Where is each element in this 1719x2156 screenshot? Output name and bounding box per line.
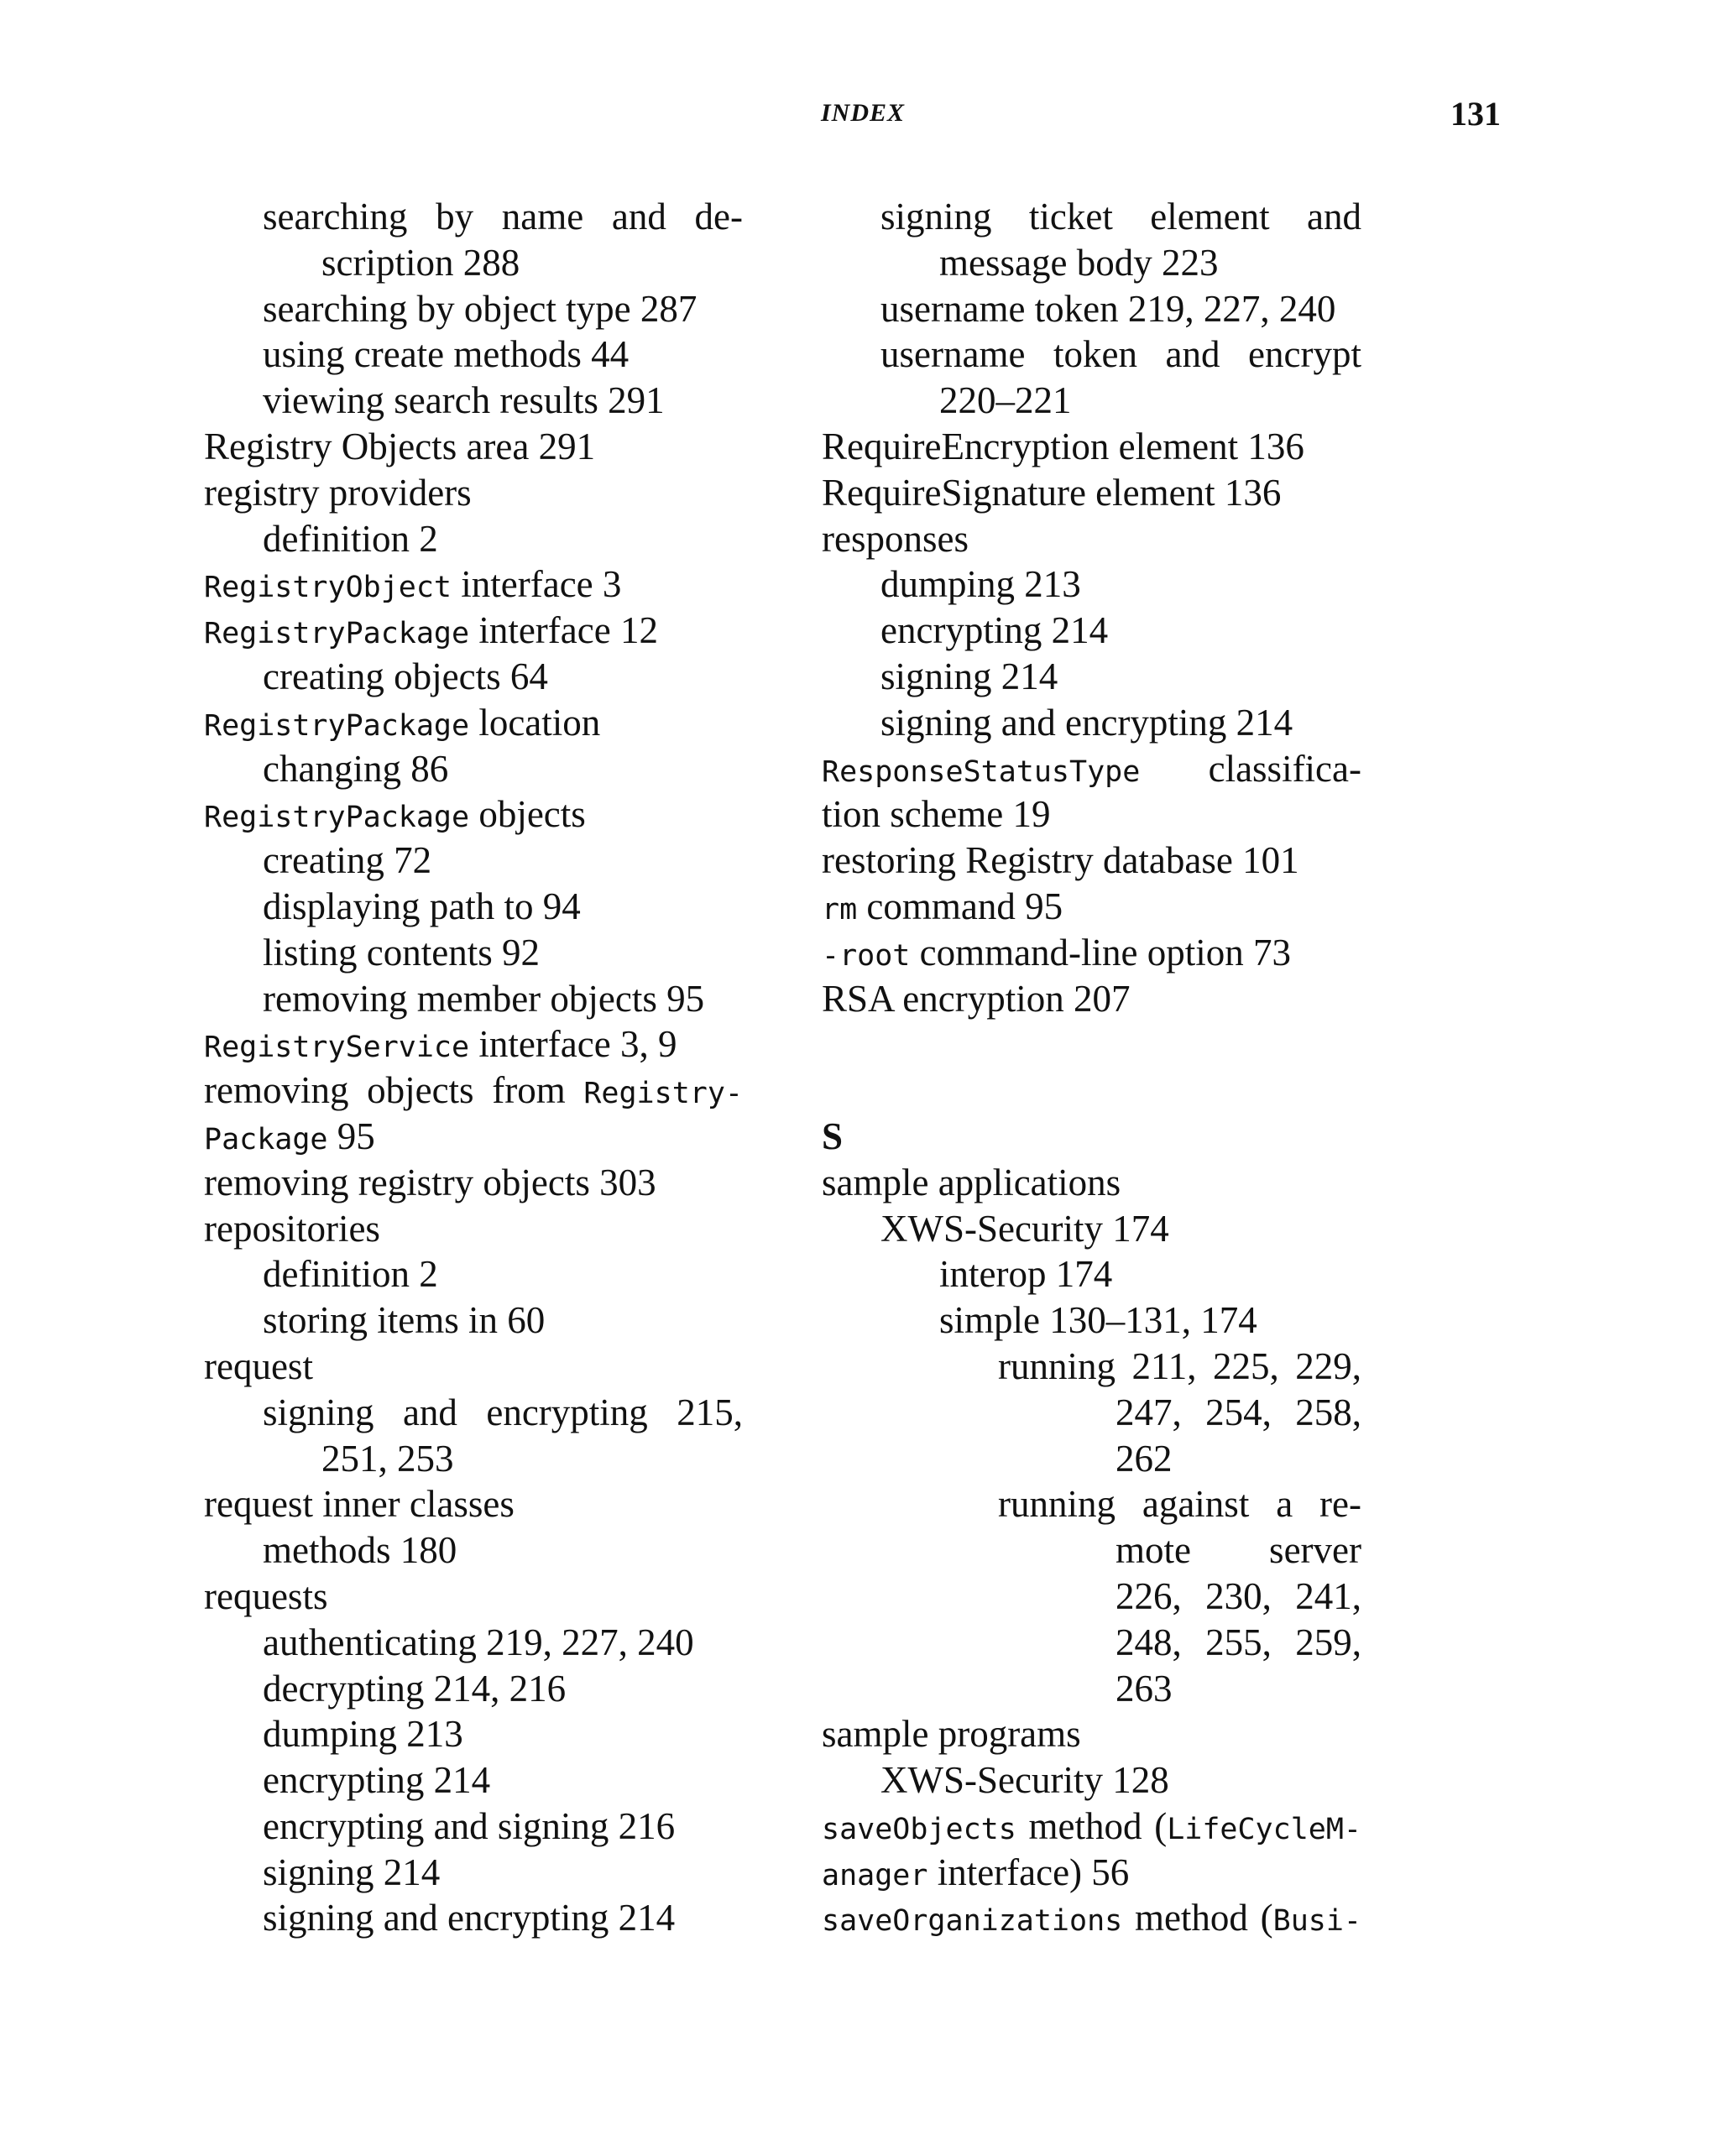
index-entry — [204, 1160, 743, 1206]
index-entry — [822, 516, 1361, 562]
index-entry — [822, 700, 1361, 746]
index-entry — [822, 1711, 1361, 1757]
index-entry — [204, 1804, 743, 1850]
index-entry — [204, 1711, 743, 1757]
entry-text: signing and encrypting 214 — [263, 1897, 676, 1939]
code-term: LifeCycleM- — [1167, 1812, 1361, 1846]
index-entry — [822, 1160, 1361, 1206]
entry-text: interface 3 — [452, 563, 622, 606]
entry-text: repositories — [204, 1207, 380, 1250]
index-entry — [822, 194, 1361, 240]
index-entry — [204, 561, 743, 608]
index-entry — [204, 1620, 743, 1666]
index-entry — [822, 1436, 1361, 1482]
entry-text: responses — [822, 517, 969, 560]
index-entry — [204, 1297, 743, 1344]
entry-text: 262 — [1116, 1437, 1173, 1480]
entry-text: 95 — [327, 1115, 375, 1157]
index-entry — [204, 1068, 743, 1114]
index-entry — [822, 378, 1361, 424]
index-entry — [204, 1436, 743, 1482]
entry-text: searching by object type 287 — [263, 287, 698, 330]
entry-text: objects — [469, 793, 586, 836]
page-number: 131 — [1450, 95, 1501, 133]
index-entry — [822, 424, 1361, 470]
index-entry — [204, 1757, 743, 1804]
index-entry — [204, 746, 743, 792]
index-entry — [822, 286, 1361, 332]
index-entry — [204, 1666, 743, 1712]
index-column-left — [204, 194, 743, 1941]
entry-text: interface) 56 — [927, 1851, 1130, 1893]
index-entry — [204, 1021, 743, 1068]
index-entry — [822, 1527, 1361, 1574]
index-entry — [204, 1390, 743, 1436]
entry-text: username token and encrypt — [880, 333, 1361, 376]
index-entry — [204, 194, 743, 240]
entry-text: interface 12 — [469, 609, 658, 652]
code-term: anager — [822, 1858, 928, 1892]
entry-text: 226, 230, 241, — [1116, 1574, 1361, 1617]
index-entry — [822, 1804, 1361, 1850]
entry-text: XWS-Security 174 — [880, 1207, 1169, 1250]
index-entry — [204, 884, 743, 930]
entry-text: definition 2 — [263, 1253, 438, 1296]
code-term: RegistryService — [204, 1031, 470, 1065]
code-term: RegistryObject — [204, 571, 452, 605]
code-term: Busi- — [1272, 1904, 1361, 1939]
index-entry — [822, 1574, 1361, 1620]
entry-text: simple 130–131, 174 — [939, 1299, 1257, 1342]
entry-text: message body 223 — [939, 241, 1219, 284]
index-entry — [204, 1114, 743, 1160]
entry-text: methods 180 — [263, 1529, 457, 1572]
index-entry — [822, 838, 1361, 884]
index-entry — [822, 240, 1361, 286]
entry-text: signing and encrypting 215, — [263, 1391, 743, 1433]
index-entry — [822, 470, 1361, 516]
index-entry — [822, 1481, 1361, 1527]
entry-text: listing contents 92 — [263, 931, 540, 974]
entry-text: 247, 254, 258, — [1116, 1391, 1361, 1433]
entry-text: 251, 253 — [321, 1437, 454, 1480]
code-term: saveObjects — [822, 1812, 1016, 1846]
entry-text: signing and encrypting 214 — [880, 701, 1293, 744]
entry-text: encrypting 214 — [880, 609, 1109, 652]
code-term: RegistryPackage — [204, 801, 470, 835]
index-entry — [822, 1390, 1361, 1436]
entry-text: searching by name and de- — [263, 196, 743, 238]
index-entry — [204, 1481, 743, 1527]
index-entry — [822, 791, 1361, 838]
entry-text: encrypting and signing 216 — [263, 1804, 676, 1847]
index-entry — [822, 1850, 1361, 1896]
index-entry — [822, 1297, 1361, 1344]
entry-text: mote server — [1116, 1529, 1361, 1572]
index-entry — [204, 654, 743, 700]
entry-text: sample programs — [822, 1713, 1081, 1756]
entry-text: signing ticket element and — [880, 196, 1361, 238]
index-entry — [204, 838, 743, 884]
entry-text: signing 214 — [263, 1851, 441, 1893]
index-entry — [204, 424, 743, 470]
entry-text: method ( — [1016, 1804, 1168, 1847]
index-entry — [204, 1251, 743, 1297]
entry-text: Registry Objects area 291 — [204, 425, 596, 467]
index-entry — [204, 470, 743, 516]
entry-text: request — [204, 1344, 313, 1387]
index-entry — [204, 1850, 743, 1896]
code-term: RegistryPackage — [204, 708, 470, 743]
entry-text: creating 72 — [263, 839, 432, 882]
index-entry — [204, 516, 743, 562]
entry-text: removing member objects 95 — [263, 977, 705, 1020]
entry-text: interop 174 — [939, 1253, 1113, 1296]
index-column-right — [822, 194, 1361, 1941]
entry-text: XWS-Security 128 — [880, 1759, 1169, 1802]
index-entry — [204, 608, 743, 654]
entry-text: restoring Registry database 101 — [822, 839, 1299, 882]
entry-text: scription 288 — [321, 241, 520, 284]
index-entry — [204, 331, 743, 378]
section-gap — [822, 1068, 1361, 1114]
index-entry — [822, 1757, 1361, 1804]
index-entry — [822, 1666, 1361, 1712]
code-term: ResponseStatusType — [822, 754, 1141, 789]
index-entry — [204, 286, 743, 332]
entry-text: displaying path to 94 — [263, 885, 581, 927]
entry-text: changing 86 — [263, 747, 449, 790]
entry-text: classifica- — [1140, 747, 1361, 790]
index-entry — [204, 1895, 743, 1941]
index-entry — [204, 240, 743, 286]
index-entry — [822, 1895, 1361, 1941]
code-term: -root — [822, 938, 911, 973]
entry-text: interface 3, 9 — [469, 1023, 677, 1066]
index-entry — [204, 1574, 743, 1620]
entry-text: definition 2 — [263, 517, 438, 560]
entry-text: RequireEncryption element 136 — [822, 425, 1304, 467]
entry-text: 263 — [1116, 1667, 1173, 1710]
index-entry — [822, 331, 1361, 378]
entry-text: dumping 213 — [263, 1713, 463, 1756]
section-letter-heading — [822, 1114, 1361, 1160]
entry-text: running 211, 225, 229, — [998, 1344, 1361, 1387]
entry-text: requests — [204, 1574, 328, 1617]
index-entry — [204, 700, 743, 746]
page-header — [0, 95, 1719, 149]
entry-text: S — [822, 1115, 844, 1157]
index-entry — [822, 654, 1361, 700]
entry-text: command 95 — [857, 885, 1063, 927]
entry-text: using create methods 44 — [263, 333, 630, 376]
entry-text: dumping 213 — [880, 563, 1081, 606]
code-term: Registry- — [583, 1077, 743, 1111]
entry-text: username token 219, 227, 240 — [880, 287, 1336, 330]
entry-text: removing objects from — [204, 1069, 584, 1112]
section-gap — [822, 1021, 1361, 1068]
entry-text: removing registry objects 303 — [204, 1161, 656, 1203]
index-entry — [822, 976, 1361, 1022]
entry-text: 220–221 — [939, 379, 1072, 422]
index-entry — [822, 1206, 1361, 1252]
entry-text: method ( — [1122, 1897, 1273, 1939]
index-entry — [204, 976, 743, 1022]
index-entry — [204, 791, 743, 838]
index-entry — [204, 1527, 743, 1574]
index-entry — [822, 608, 1361, 654]
entry-text: sample applications — [822, 1161, 1121, 1203]
code-term: rm — [822, 892, 858, 927]
entry-text: running against a re- — [998, 1483, 1361, 1526]
entry-text: request inner classes — [204, 1483, 515, 1526]
entry-text: location — [469, 701, 601, 744]
running-head: INDEX — [821, 99, 906, 127]
entry-text: decrypting 214, 216 — [263, 1667, 567, 1710]
entry-text: RequireSignature element 136 — [822, 471, 1282, 514]
entry-text: registry providers — [204, 471, 472, 514]
code-term: saveOrganizations — [822, 1904, 1123, 1939]
entry-text: RSA encryption 207 — [822, 977, 1131, 1020]
entry-text: 248, 255, 259, — [1116, 1621, 1361, 1663]
entry-text: command-line option 73 — [910, 931, 1292, 974]
code-term: RegistryPackage — [204, 617, 470, 651]
index-entry — [204, 1206, 743, 1252]
entry-text: viewing search results 291 — [263, 379, 665, 422]
entry-text: signing 214 — [880, 655, 1058, 697]
index-entry — [822, 1620, 1361, 1666]
index-entry — [822, 930, 1361, 976]
entry-text: storing items in 60 — [263, 1299, 546, 1342]
entry-text: authenticating 219, 227, 240 — [263, 1621, 694, 1663]
code-term: Package — [204, 1122, 328, 1156]
index-entry — [822, 561, 1361, 608]
entry-text: encrypting 214 — [263, 1759, 491, 1802]
index-entry — [822, 884, 1361, 930]
index-entry — [822, 1344, 1361, 1390]
index-entry — [204, 930, 743, 976]
index-entry — [822, 1251, 1361, 1297]
entry-text: creating objects 64 — [263, 655, 548, 697]
index-entry — [822, 746, 1361, 792]
index-entry — [204, 1344, 743, 1390]
entry-text: tion scheme 19 — [822, 793, 1051, 836]
index-entry — [204, 378, 743, 424]
